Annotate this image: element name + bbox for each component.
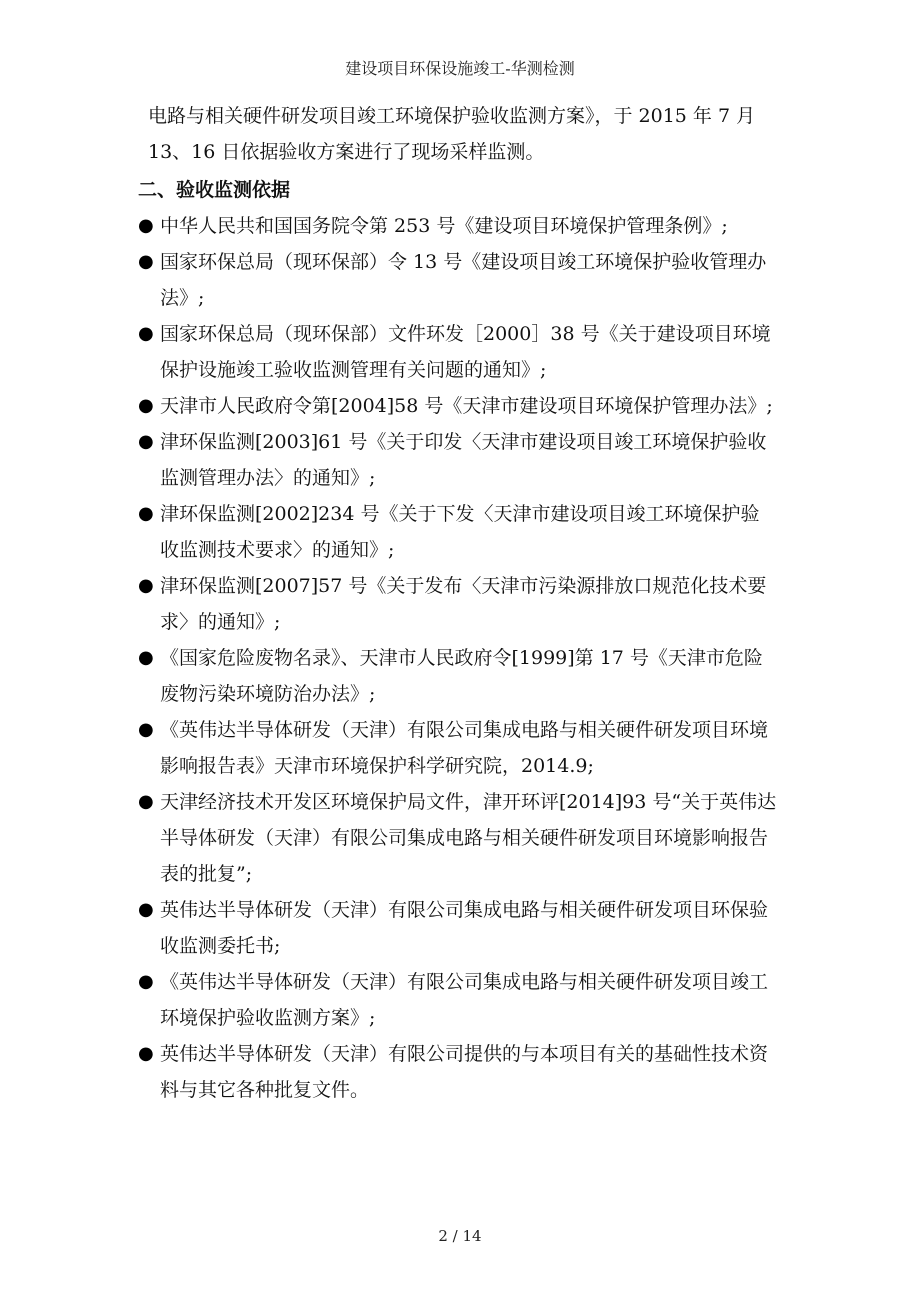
list-item [138, 208, 778, 244]
list-item [138, 784, 778, 892]
list-item-text: 津环保监测[2002]234 号《关于下发〈天津市建设项目竣工环境保护验收监测技术要求〉的通知》; [160, 503, 760, 561]
document-body [138, 98, 778, 1108]
list-item-text: 国家环保总局（现环保部）文件环发［2000］38 号《关于建设项目环境保护设施竣工验收监测管理有关问题的通知》; [160, 323, 771, 381]
list-item [138, 640, 778, 712]
list-item-text: 《国家危险废物名录》、天津市人民政府令[1999]第 17 号《天津市危险废物污染环境防治办法》; [160, 647, 763, 705]
list-item [138, 388, 778, 424]
bullet-icon: ● [138, 647, 154, 668]
list-item-text: 津环保监测[2003]61 号《关于印发〈天津市建设项目竣工环境保护验收监测管理办法〉的通知》; [160, 431, 767, 489]
list-item [138, 568, 778, 640]
list-item [138, 892, 778, 964]
list-item [138, 1036, 778, 1108]
list-item [138, 316, 778, 388]
list-item [138, 244, 778, 316]
list-item-text: 天津市人民政府令第[2004]58 号《天津市建设项目环境保护管理办法》; [160, 395, 773, 417]
list-item-text: 英伟达半导体研发（天津）有限公司提供的与本项目有关的基础性技术资料与其它各种批复文件。 [160, 1043, 769, 1101]
bullet-icon: ● [138, 575, 154, 596]
bullet-icon: ● [138, 251, 154, 272]
intro-paragraph: 电路与相关硬件研发项目竣工环境保护验收监测方案》，于 2015 年 7 月 13、16 日依据验收方案进行了现场采样监测。 [148, 105, 756, 163]
bullet-icon: ● [138, 323, 154, 344]
list-item-text: 津环保监测[2007]57 号《关于发布〈天津市污染源排放口规范化技术要求〉的通知》; [160, 575, 767, 633]
bullet-icon: ● [138, 395, 154, 416]
bullet-icon: ● [138, 431, 154, 452]
list-item-text: 《英伟达半导体研发（天津）有限公司集成电路与相关硬件研发项目环境影响报告表》天津市环境保护科学研究院，2014.9; [160, 719, 769, 777]
bullet-icon: ● [138, 503, 154, 524]
bullet-icon: ● [138, 215, 154, 236]
list-item [138, 964, 778, 1036]
bullet-icon: ● [138, 1043, 154, 1064]
basis-list [138, 208, 778, 1108]
list-item [138, 496, 778, 568]
list-item-text: 国家环保总局（现环保部）令 13 号《建设项目竣工环境保护验收管理办法》; [160, 251, 767, 309]
list-item-text: 天津经济技术开发区环境保护局文件，津开环评[2014]93 号“关于英伟达半导体研发（天津）有限公司集成电路与相关硬件研发项目环境影响报告表的批复”; [160, 791, 777, 885]
section-heading: 二、验收监测依据 [138, 179, 291, 201]
list-item-text: 英伟达半导体研发（天津）有限公司集成电路与相关硬件研发项目环保验收监测委托书; [160, 899, 769, 957]
list-item [138, 424, 778, 496]
list-item-text: 《英伟达半导体研发（天津）有限公司集成电路与相关硬件研发项目竣工环境保护验收监测方案》; [160, 971, 769, 1029]
page-number: 2 / 14 [438, 1227, 482, 1245]
bullet-icon: ● [138, 971, 154, 992]
bullet-icon: ● [138, 719, 154, 740]
bullet-icon: ● [138, 791, 154, 812]
page-header: 建设项目环保设施竣工-华测检测 [345, 59, 575, 78]
list-item-text: 中华人民共和国国务院令第 253 号《建设项目环境保护管理条例》; [160, 215, 728, 237]
bullet-icon: ● [138, 899, 154, 920]
list-item [138, 712, 778, 784]
